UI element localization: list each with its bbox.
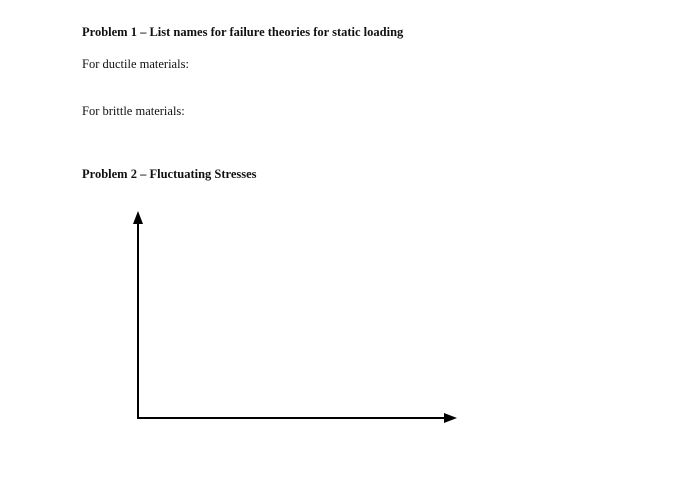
x-axis-arrowhead <box>444 413 457 423</box>
brittle-materials-label: For brittle materials: <box>82 104 185 118</box>
problem-1-heading: Problem 1 – List names for failure theories for static loading <box>82 25 404 39</box>
problem-2-heading: Problem 2 – Fluctuating Stresses <box>82 167 257 181</box>
y-axis-arrowhead <box>133 211 143 224</box>
ductile-materials-label: For ductile materials: <box>82 57 189 71</box>
